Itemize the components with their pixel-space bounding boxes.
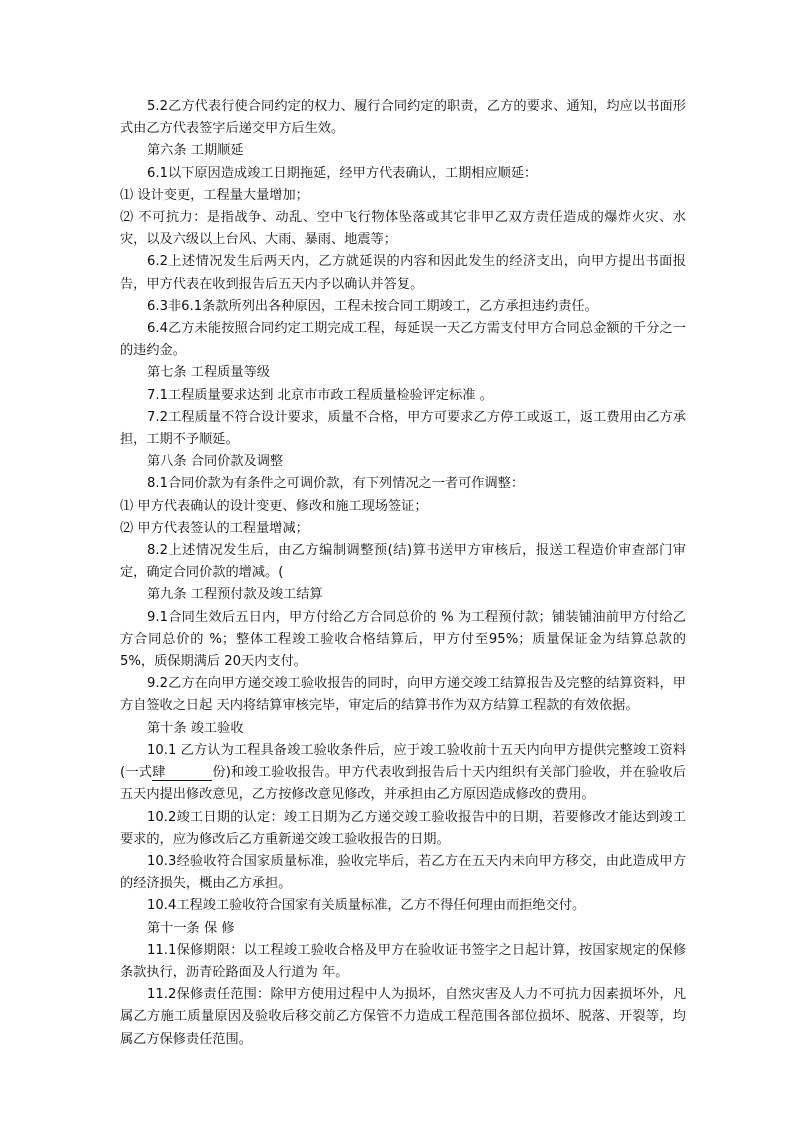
clause-paragraph: 6.3非6.1条款所列出各种原因，工程未按合同工期竣工，乙方承担违约责任。 [147,298,598,314]
clause-text: 份)和竣工验收报告。甲方代表收到报告后十天内组织有关部门验收，并在验收后五天内提出修改意见，乙方按修改意见修改，并承担由乙方原因造成修改的费用。 [120,765,686,803]
clause-paragraph: 11.1保修期限：以工程竣工验收合格及甲方在验收证书签字之日起计算，按国家规定的保修条款执行，沥青砼路面及人行道为 年。 [120,942,686,980]
clause-paragraph: 9.2乙方在向甲方递交竣工验收报告的同时，向甲方递交竣工结算报告及完整的结算资料，甲方自签收之日起 天内将结算审核完毕，审定后的结算书作为双方结算工程款的有效依据。 [120,676,686,714]
clause-text: 10.1 乙方认为工程具备竣工验收条件后，应于竣工验收前十五天内向甲方提供完整竣工资料(一式 [120,742,686,781]
clause-paragraph: 10.2竣工日期的认定：竣工日期为乙方递交竣工验收报告中的日期，若要修改才能达到竣工要求的，应为修改后乙方重新递交竣工验收报告的日期。 [120,809,686,847]
clause-paragraph: 6.4乙方未能按照合同约定工期完成工程，每延误一天乙方需支付甲方合同总金额的千分之一的违约金。 [120,321,686,359]
section-heading: 第十一条 保 修 [147,920,235,936]
clause-paragraph: 10.3经验收符合国家质量标准，验收完毕后，若乙方在五天内未向甲方移交，由此造成甲方的经济损失，概由乙方承担。 [120,853,686,892]
clause-paragraph: 11.2保修责任范围：除甲方使用过程中人为损坏，自然灾害及人力不可抗力因素损坏外，凡属乙方施工质量原因及验收后移交前乙方保管不力造成工程范围各部位损坏、脱落、开裂等，均属乙方保修责任范围。 [120,987,686,1047]
list-item: ⑴ 甲方代表确认的设计变更、修改和施工现场签证； [120,498,428,514]
clause-paragraph: 6.1以下原因造成竣工日期拖延，经甲方代表确认，工期相应顺延： [147,165,538,181]
section-heading: 第九条 工程预付款及竣工结算 [147,587,323,603]
clause-paragraph: 8.2上述情况发生后，由乙方编制调整预(结)算书送甲方审核后，报送工程造价审查部门审定，确定合同价款的增减。( [120,543,686,581]
clause-paragraph: 7.2工程质量不符合设计要求，质量不合格，甲方可要求乙方停工或返工，返工费用由乙方承担，工期不予顺延。 [120,409,686,448]
list-item: ⑵ 甲方代表签认的工程量增减； [120,520,309,536]
clause-paragraph: 6.2上述情况发生后两天内，乙方就延误的内容和因此发生的经济支出，向甲方提出书面报告，甲方代表在收到报告后五天内予以确认并答复。 [120,254,686,292]
document-body [120,96,686,1051]
list-item: ⑴ 设计变更，工程量大量增加； [120,187,309,203]
section-heading: 第八条 合同价款及调整 [147,454,284,470]
section-heading: 第六条 工期顺延 [147,143,244,159]
clause-paragraph [120,740,686,807]
list-item: ⑵ 不可抗力：是指战争、动乱、空中飞行物体坠落或其它非甲乙双方责任造成的爆炸火灾、水灾，以及六级以上台风、大雨、暴雨、地震等； [120,210,686,248]
clause-paragraph: 10.4工程竣工验收符合国家有关质量标准，乙方不得任何理由而拒绝交付。 [147,898,586,914]
section-heading: 第十条 竣工验收 [147,720,244,736]
clause-paragraph: 5.2乙方代表行使合同约定的权力、履行合同约定的职责，乙方的要求、通知，均应以书面形式由乙方代表签字后递交甲方后生效。 [120,99,686,137]
clause-paragraph: 7.1工程质量要求达到 北京市市政工程质量检验评定标准 。 [147,387,493,403]
underlined-blank: 肆 [152,766,212,781]
clause-paragraph: 8.1合同价款为有条件之可调价款，有下列情况之一者可作调整： [147,476,525,492]
clause-paragraph: 9.1合同生效后五日内，甲方付给乙方合同总价的 % 为工程预付款；铺装铺油前甲方付给乙方合同总价的 %；整体工程竣工验收合格结算后，甲方付至95%；质量保证金为结算总款的5%，质保期满后 20天内支付。 [120,609,686,670]
section-heading: 第七条 工程质量等级 [147,365,270,381]
